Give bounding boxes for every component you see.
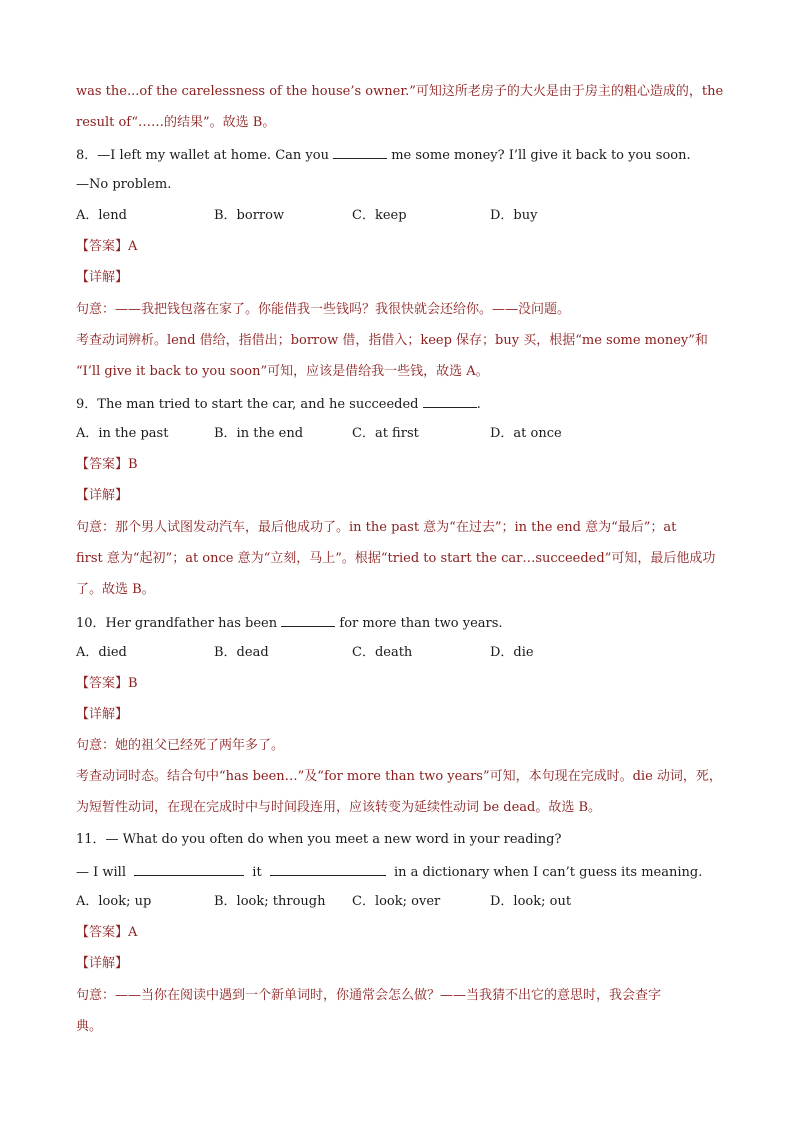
q9-explain-line-2: first 意为“起初”；at once 意为“立刻，马上”。根据“tried to start the car…succeeded”可知，最后他成功 [76, 551, 716, 566]
q11-option-c: C．look; over [352, 894, 441, 909]
q8-stem [76, 144, 691, 166]
q11-answer: 【答案】A [76, 925, 138, 940]
q8-option-c: C．keep [352, 208, 407, 223]
q11-option-b: B．look; through [214, 894, 326, 909]
q10-blank [281, 612, 335, 627]
q10-option-d: D．die [490, 645, 534, 660]
q11-reply-part-1: — I will [76, 865, 127, 880]
q9-options [76, 424, 726, 444]
q11-explain-line-1: 句意：——当你在阅读中遇到一个新单词时，你通常会怎么做？——当我猜不出它的意思时，我会查字 [76, 988, 662, 1003]
q10-answer: 【答案】B [76, 676, 138, 691]
q9-blank [423, 393, 477, 408]
q10-option-c: C．death [352, 645, 413, 660]
q10-stem-part-2: for more than two years. [339, 616, 503, 631]
q9-option-d: D．at once [490, 426, 562, 441]
q8-answer: 【答案】A [76, 239, 138, 254]
q8-explain-line-3: “I’ll give it back to you soon”可知，应该是借给我一些钱，故选 A。 [76, 364, 489, 379]
q8-option-a: A．lend [76, 208, 127, 223]
q9-explain-line-3: 了。故选 B。 [76, 582, 155, 597]
q8-detail-label: 【详解】 [76, 270, 129, 285]
q9-stem-part-2: . [476, 397, 481, 412]
q8-explain-line-2: 考查动词辨析。lend 借给，指借出；borrow 借，指借入；keep 保存；buy 买，根据“me some money”和 [76, 333, 708, 348]
q10-stem-part-1: 10．Her grandfather has been [76, 616, 278, 631]
q10-option-b: B．dead [214, 645, 269, 660]
q11-blank-1 [134, 861, 244, 876]
q8-explain-line-1: 句意：——我把钱包落在家了。你能借我一些钱吗？我很快就会还给你。——没问题。 [76, 302, 571, 317]
q10-explain-line-1: 句意：她的祖父已经死了两年多了。 [76, 738, 285, 753]
q9-option-c: C．at first [352, 426, 419, 441]
q8-blank [333, 144, 387, 159]
q11-options [76, 892, 726, 912]
q10-explain-line-3: 为短暂性动词，在现在完成时中与时间段连用，应该转变为延续性动词 be dead。故选 B。 [76, 800, 602, 815]
q9-explain-line-1: 句意：那个男人试图发动汽车，最后他成功了。in the past 意为“在过去”；in the end 意为“最后”；at [76, 520, 677, 535]
q8-stem-part-1: 8．—I left my wallet at home. Can you [76, 148, 329, 163]
q9-option-b: B．in the end [214, 426, 304, 441]
q11-blank-2 [270, 861, 386, 876]
q7-explain-line-2: result of“……的结果”。故选 B。 [76, 115, 276, 130]
q9-option-a: A．in the past [76, 426, 169, 441]
q11-option-d: D．look; out [490, 894, 572, 909]
q8-reply: —No problem. [76, 177, 172, 192]
q10-option-a: A．died [76, 645, 127, 660]
q11-explain-line-2: 典。 [76, 1019, 103, 1034]
q8-stem-part-2: me some money? I’ll give it back to you soon. [391, 148, 691, 163]
q8-option-d: D．buy [490, 208, 538, 223]
q11-option-a: A．look; up [76, 894, 152, 909]
q10-stem [76, 612, 503, 634]
q8-options [76, 206, 726, 226]
q9-stem-part-1: 9．The man tried to start the car, and he succeeded [76, 397, 419, 412]
q10-detail-label: 【详解】 [76, 707, 129, 722]
q11-stem: 11．— What do you often do when you meet a new word in your reading? [76, 832, 562, 847]
q9-detail-label: 【详解】 [76, 488, 129, 503]
q11-reply-part-3: in a dictionary when I can’t guess its meaning. [393, 865, 703, 880]
q9-stem [76, 393, 481, 415]
q10-options [76, 643, 726, 663]
q11-detail-label: 【详解】 [76, 956, 129, 971]
q11-reply [76, 861, 702, 883]
q10-explain-line-2: 考查动词时态。结合句中“has been…”及“for more than two years”可知，本句现在完成时。die 动词，死， [76, 769, 722, 784]
q7-explain-line-1: was the...of the carelessness of the house’s owner.”可知这所老房子的大火是由于房主的粗心造成的，the [76, 84, 724, 99]
q9-answer: 【答案】B [76, 457, 138, 472]
q11-reply-part-2: it [252, 865, 262, 880]
q8-option-b: B．borrow [214, 208, 285, 223]
